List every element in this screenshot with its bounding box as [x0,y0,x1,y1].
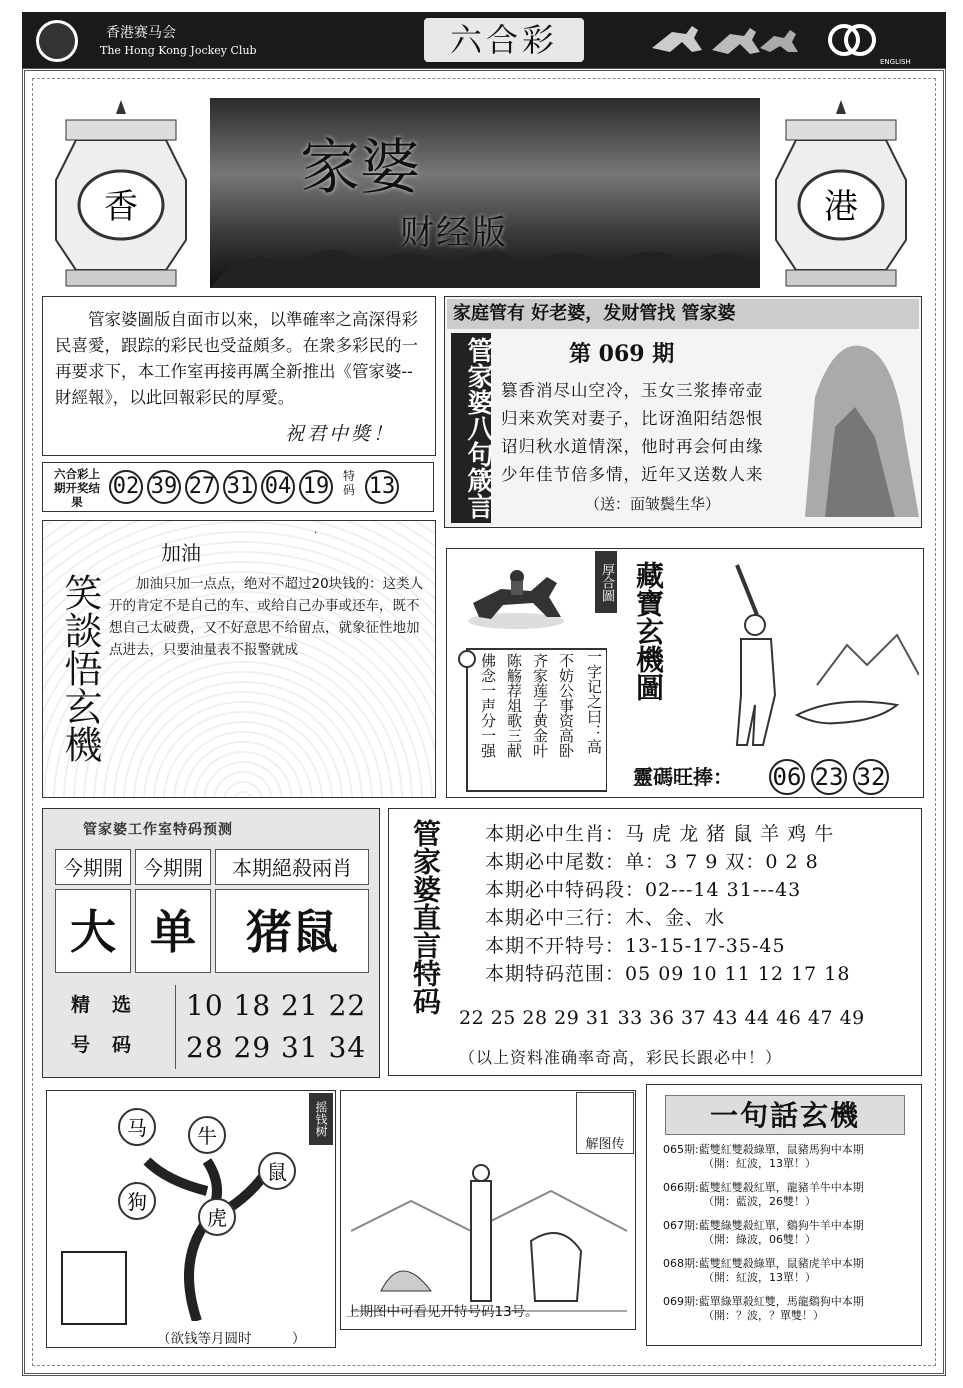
tree-zodiac: 马 [127,1116,147,1140]
oneline-entry [663,1219,864,1247]
poem-line: 篡香消尽山空冷，玉女三浆捧帝壶 [501,381,764,400]
treasure-box [446,548,924,798]
poem-box [444,296,922,528]
result-ball: 19 [299,470,333,504]
oneline-result: （開：紅波，13單！） [703,1157,816,1170]
straight-talk-box [388,808,922,1076]
oneline-key: 069期:藍單綠單殺紅雙，馬龍鷄狗中本期 [663,1295,864,1308]
right-lantern-icon [766,100,916,290]
straight-note: （以上资料准确率奇高，彩民长跟必中！） [459,1048,783,1067]
straight-line: 本期必中特码段：02---14 31---43 [485,879,802,901]
oneline-entry [663,1257,864,1285]
tree-zodiac: 虎 [207,1206,227,1230]
special-label: 特码 [343,469,356,497]
banner-subtitle: 财经版 [400,213,508,253]
poem-issue: 第 069 期 [569,341,675,367]
picture-caption: 上期图中可看见开特号码13号。 [346,1304,539,1320]
oneline-title: 一句話玄機 [665,1095,905,1135]
scroll-col: 不妨公事资高卧 [557,653,575,758]
lingma-ball: 23 [811,759,847,795]
oneline-entry [663,1143,864,1171]
poem-side-title: 管家婆八句箴言 [451,333,491,523]
picture-tag: 解图传 [576,1092,634,1154]
result-ball: 27 [185,470,219,504]
money-tree-icon [107,1101,307,1321]
english-link[interactable]: ENGLISH [880,58,911,66]
right-lantern-text: 港 [824,187,858,227]
forecast-value: 猪鼠 [215,889,369,973]
brand-title: 六合彩 [424,18,584,62]
rings-logo-icon [822,22,882,58]
dot-mark: · [314,528,318,539]
poem-line: 少年佳节倍多情，近年又送数人来 [501,465,764,484]
scroll-col: 佛念一声分一强 [479,653,497,758]
selected-row: 28 29 31 34 [186,1031,367,1064]
joke-body: 加油只加一点点，绝对不超过20块钱的：这类人开的肯定不是自己的车、或给自己办事或还车，既不想自己太破费，又不好意思不给留点，就象征性地加点进去，只要油量表不报警就成 [109,576,424,658]
oneline-box [646,1084,922,1346]
header-bar [22,12,946,68]
oneline-result: （開：紅波，13單！） [703,1271,816,1284]
forecast-title: 管家婆工作室特码预测 [83,822,233,838]
scroll-col: 一字记之曰：高 [585,649,603,754]
forecast-header: 今期開 [135,849,211,885]
forecast-header: 今期開 [55,849,131,885]
lingma-ball: 06 [769,759,805,795]
tree-zodiac: 狗 [127,1190,147,1214]
oneline-entry [663,1181,864,1209]
forecast-value: 单 [135,889,211,973]
straight-numbers: 22 25 28 29 31 33 36 37 43 44 46 47 49 [459,1007,865,1029]
joke-title: 加油 [161,541,201,565]
scroll-col: 陈觞荐俎歌三献 [505,653,523,758]
straight-line: 本期必中生肖：马 虎 龙 猪 鼠 羊 鸡 牛 [485,823,835,845]
result-ball: 04 [261,470,295,504]
forecast-box [42,808,380,1078]
selected-row: 10 18 21 22 [186,989,367,1022]
poem-line: 诏归秋水道情深，他时再会何由缘 [501,437,764,456]
tree-zodiac: 牛 [197,1124,217,1148]
mountain-icon [795,317,919,517]
oneline-key: 068期:藍雙紅雙殺綠單，鼠豬虎羊中本期 [663,1257,864,1270]
straight-line: 本期不开特号：13-15-17-35-45 [485,935,786,957]
org-name-en: The Hong Kong Jockey Club [100,44,257,57]
forecast-value: 大 [55,889,131,973]
intro-sign: 祝君中獎！ [284,423,395,445]
oneline-key: 065期:藍雙紅雙殺綠單，鼠豬馬狗中本期 [663,1143,864,1156]
horse-rider-icon [461,563,571,633]
oneline-key: 067期:藍雙綠雙殺紅單，鷄狗牛羊中本期 [663,1219,864,1232]
results-label: 六合彩上期开奖结果 [54,467,100,509]
left-lantern-icon [46,100,196,290]
lingma-ball: 32 [853,759,889,795]
treasure-side-title: 藏寶玄機圖 [632,561,665,701]
scholar-scene-icon [351,1151,627,1321]
selected-label: 精选号码 [70,994,153,1056]
straight-side-title: 管家婆直言特码 [409,819,442,1015]
poem-line: 归来欢笑对妻子，比讶渔阳结怨恨 [501,409,764,428]
tree-tag: 摇钱树 [309,1093,333,1145]
money-tree-box [46,1090,336,1348]
poem-note: （送：面皱鬓生华） [585,495,721,513]
banner-image [210,98,760,288]
oneline-result: （開：？波，？單雙！） [703,1309,824,1322]
result-ball: 39 [147,470,181,504]
last-results [42,462,434,512]
jockey-club-logo-icon [36,20,78,62]
poem-header: 家庭管有 好老婆，发财管找 管家婆 [447,299,919,329]
intro-text: 管家婆圖版自面市以來，以準確率之高深得彩民喜愛，跟踪的彩民也受益頗多。在衆多彩民的一再要求下，本工作室再接再厲全新推出《管家婆--財經報》，以此回報彩民的厚愛。 [55,310,418,407]
oneline-entry [663,1295,864,1323]
oneline-result: （開：綠波，06雙！） [703,1233,816,1246]
scroll-col: 齐家莲子黄金叶 [531,653,549,758]
treasure-tag: 厚合圖 [595,551,617,613]
joke-side-title: 笑談悟玄機 [58,573,102,763]
straight-line: 本期必中尾数：单：3 7 9 双：0 2 8 [485,851,819,873]
forecast-header: 本期絕殺兩肖 [215,849,369,885]
straight-line: 本期必中三行：木、金、水 [485,907,726,929]
special-ball: 13 [365,470,399,504]
org-name-cn: 香港赛马会 [106,25,176,41]
hunter-crocodile-icon [697,555,919,755]
left-lantern-text: 香 [104,187,138,227]
banner-title: 家婆 [300,133,420,203]
result-ball: 31 [223,470,257,504]
intro-box [42,296,436,456]
oneline-key: 066期:藍雙紅雙殺紅單，龍豬羊牛中本期 [663,1181,864,1194]
joke-box [42,520,436,798]
oneline-result: （開：藍波，26雙！） [703,1195,816,1208]
lingma-label: 靈碼旺捧： [633,765,733,789]
tree-caption: （欲钱等月圆时 ） [157,1331,306,1347]
straight-line: 本期特码范围：05 09 10 11 12 17 18 [485,963,851,985]
selected-numbers [175,985,371,1069]
tree-zodiac: 鼠 [267,1160,287,1184]
result-ball: 02 [109,470,143,504]
racing-horses-icon [642,18,802,62]
blank-square [61,1251,127,1325]
